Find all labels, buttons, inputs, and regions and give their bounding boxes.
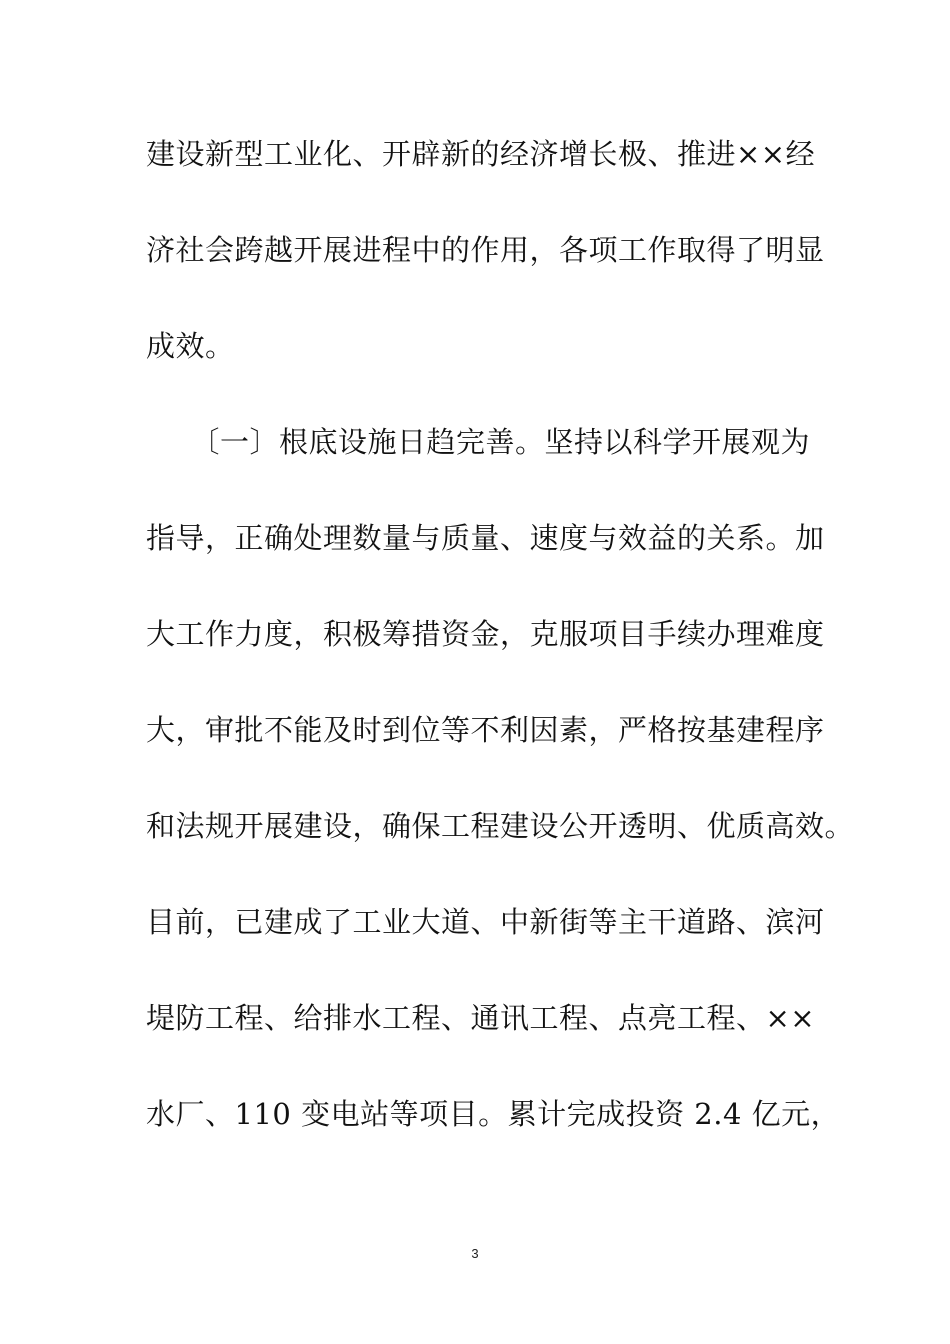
text-line: 成效。 bbox=[146, 329, 235, 363]
text-line: 堤防工程、给排水工程、通讯工程、点亮工程、×× bbox=[146, 1001, 816, 1035]
text-line: 济社会跨越开展进程中的作用，各项工作取得了明显 bbox=[146, 233, 825, 267]
text-line: 大工作力度，积极筹措资金，克服项目手续办理难度 bbox=[146, 617, 825, 651]
section-heading-line: 〔一〕根底设施日趋完善。坚持以科学开展观为 bbox=[146, 425, 811, 459]
body-text bbox=[146, 124, 855, 1180]
text-line: 水厂、110 变电站等项目。累计完成投资 2.4 亿元， bbox=[146, 1097, 841, 1131]
text-line: 大，审批不能及时到位等不利因素，严格按基建程序 bbox=[146, 713, 825, 747]
text-line: 建设新型工业化、开辟新的经济增长极、推进××经 bbox=[146, 137, 816, 171]
page-number: 3 bbox=[471, 1246, 479, 1261]
text-line: 和法规开展建设，确保工程建设公开透明、优质高效。 bbox=[146, 809, 855, 843]
text-line: 指导，正确处理数量与质量、速度与效益的关系。加 bbox=[146, 521, 825, 555]
text-line: 目前，已建成了工业大道、中新街等主干道路、滨河 bbox=[146, 905, 825, 939]
